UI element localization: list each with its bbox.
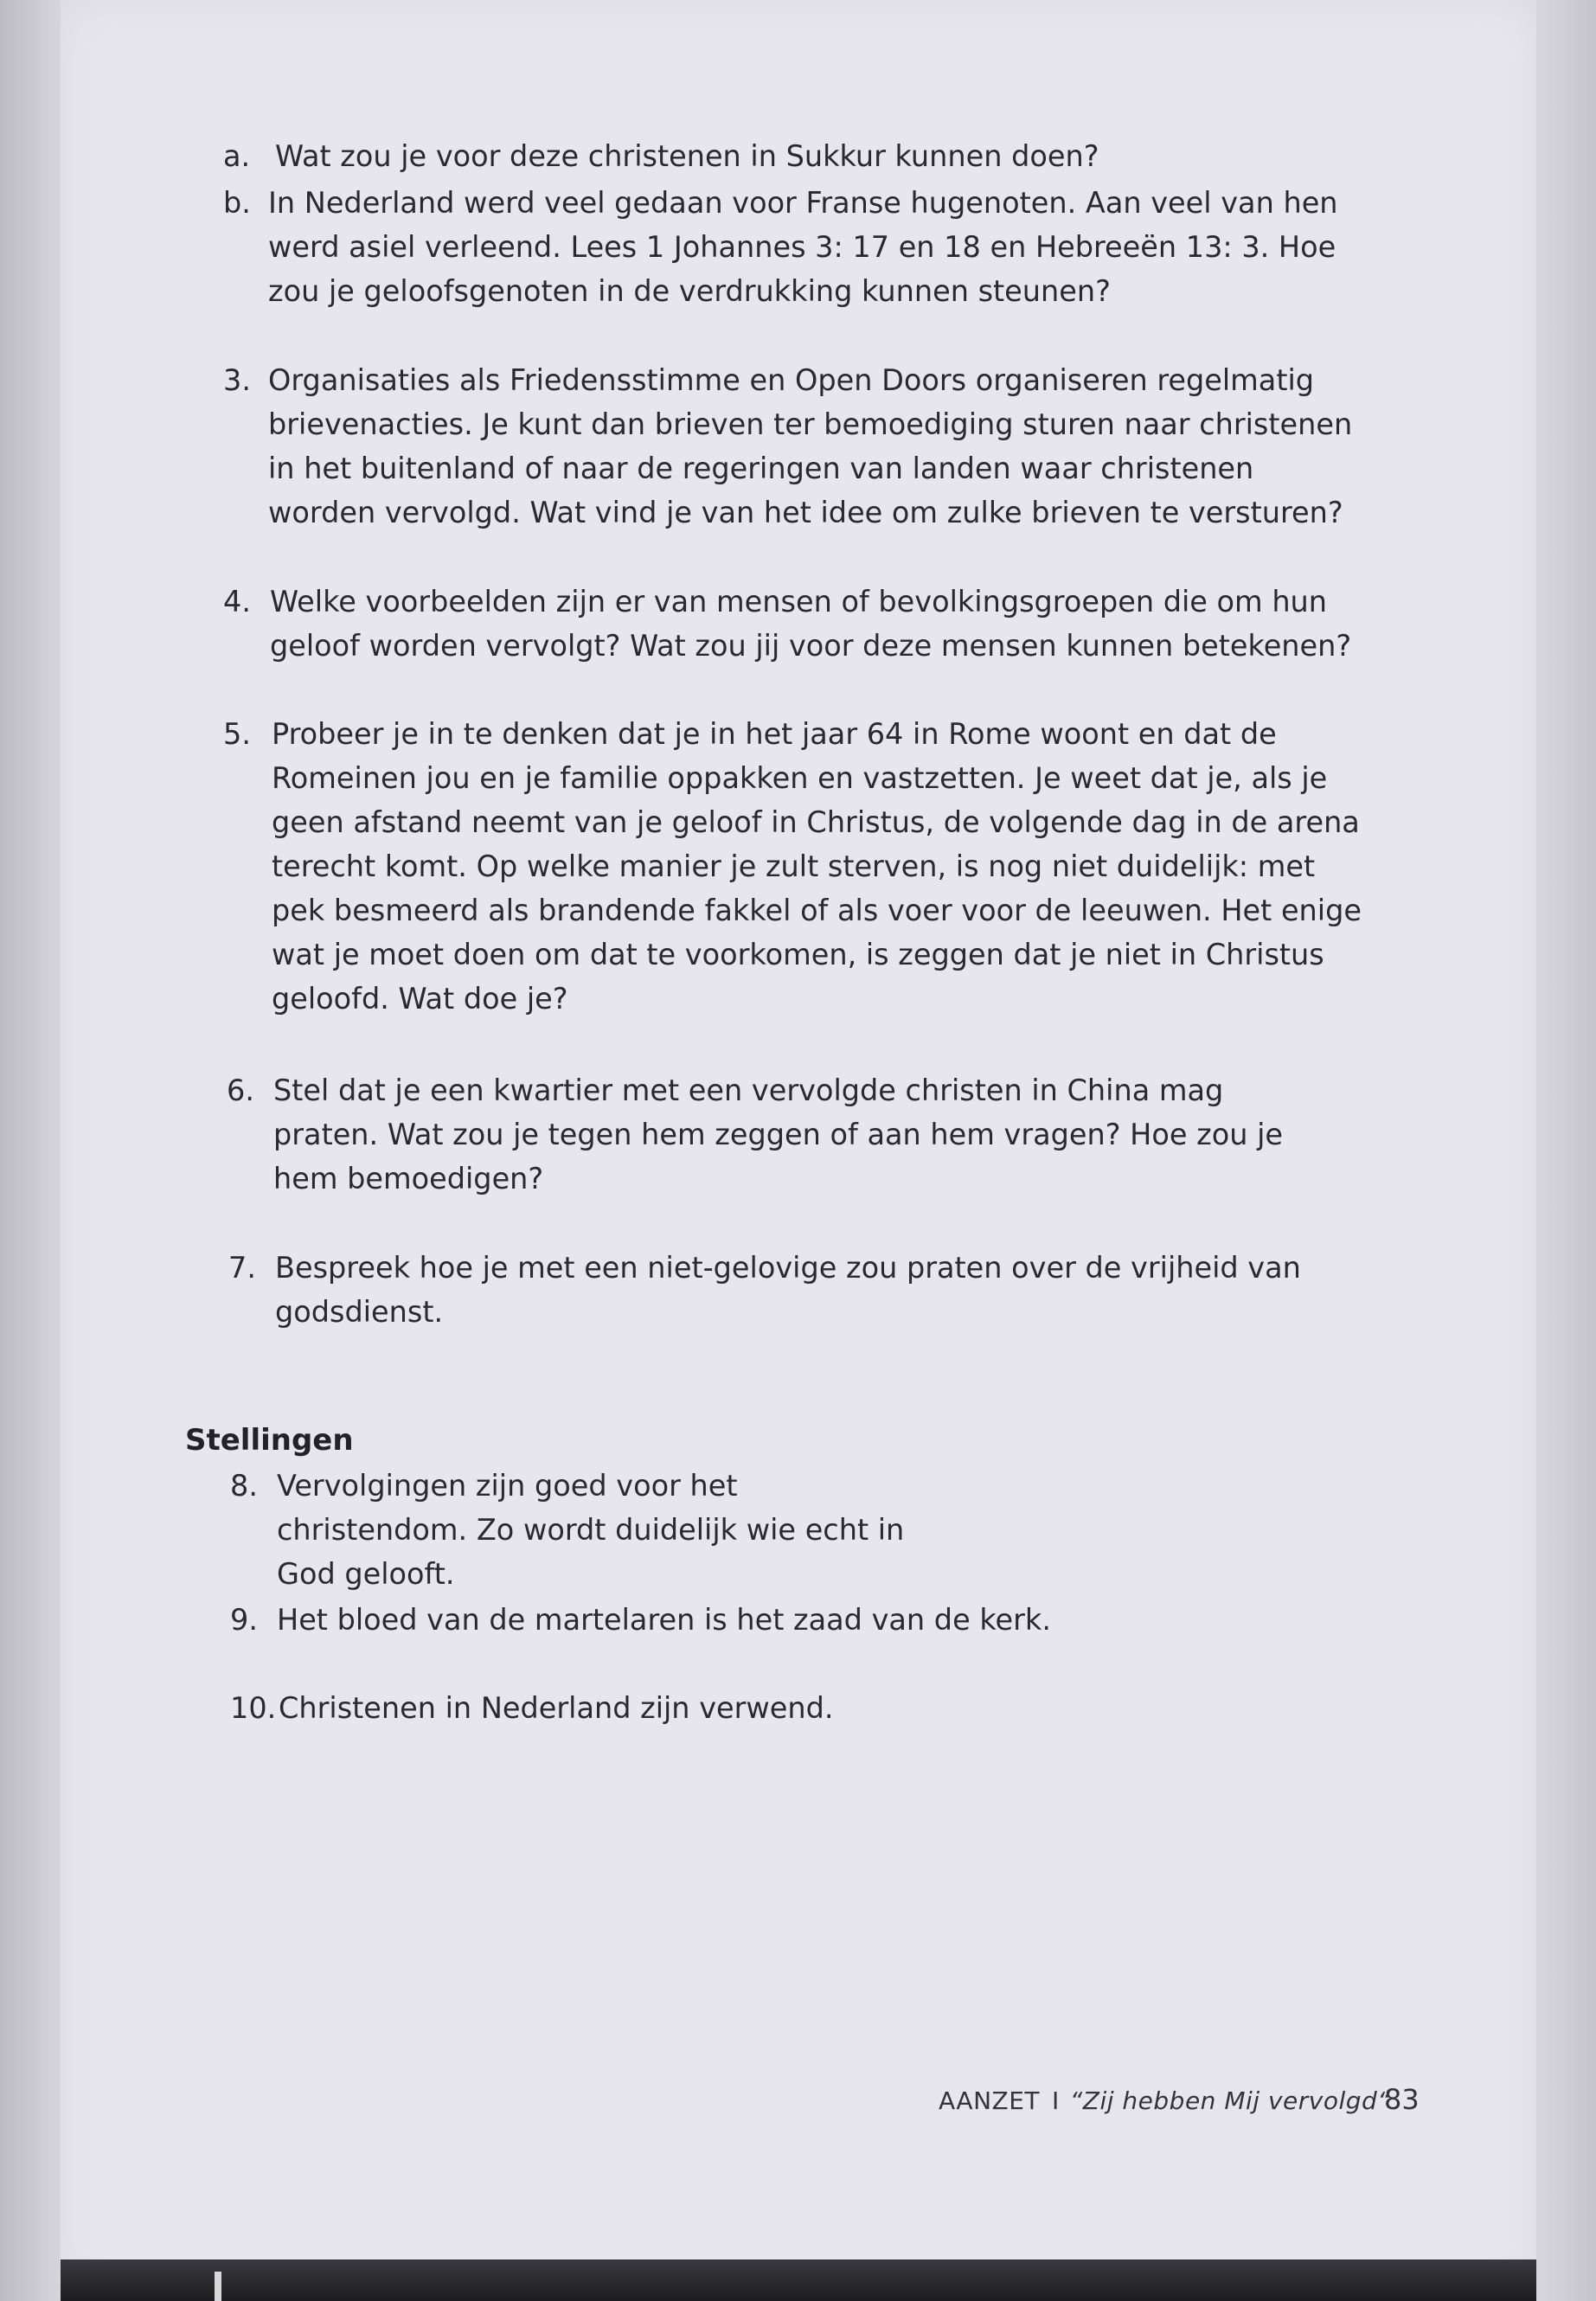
question-number: b. bbox=[223, 186, 251, 220]
question-text: Probeer je in te denken dat je in het jaar 64 in Rome woont en dat de Romeinen jou en je familie oppakken en vastzetten. Je weet dat je, als je geen afstand neemt van je geloof in Christus, de volgende dag in de arena terecht komt. Op welke manier je zult sterven, is nog niet duidelijk: met pek besmeerd als brandende fakkel of als voer voor de leeuwen. Het enige wat je moet doen om dat te voorkomen, is zeggen dat je niet in Christus geloofd. Wat doe je? bbox=[272, 717, 1362, 1016]
question-text: Wat zou je voor deze christenen in Sukkur kunnen doen? bbox=[275, 139, 1099, 173]
footer-separator: I bbox=[1052, 2086, 1060, 2115]
statement-text: Het bloed van de martelaren is het zaad van de kerk. bbox=[277, 1603, 1051, 1637]
question-number: 4. bbox=[223, 585, 251, 619]
statement-text: Vervolgingen zijn goed voor het christendom. Zo wordt duidelijk wie echt in God gelooft. bbox=[277, 1469, 905, 1591]
question-text: Organisaties als Friedensstimme en Open Doors organiseren regelmatig brievenacties. Je kunt dan brieven ter bemoediging sturen naar christenen in het buitenland of naar de regeringen van landen waar christenen worden vervolgd. Wat vind je van het idee om zulke brieven te versturen? bbox=[268, 363, 1353, 529]
statement-number: 8. bbox=[230, 1469, 258, 1503]
question-number: 6. bbox=[227, 1074, 254, 1107]
statement-text: Christenen in Nederland zijn verwend. bbox=[279, 1691, 834, 1725]
footer-chapter-title: “Zij hebben Mij vervolgd“ bbox=[1069, 2086, 1391, 2115]
question-text: In Nederland werd veel gedaan voor Franse hugenoten. Aan veel van hen werd asiel verleend. Lees 1 Johannes 3: 17 en 18 en Hebreeën 13: 3. Hoe zou je geloofsgenoten in de verdrukking kunnen steunen? bbox=[268, 186, 1338, 308]
section-heading-stellingen: Stellingen bbox=[185, 1423, 354, 1458]
footer-series: AANZET bbox=[939, 2086, 1041, 2115]
scanner-bottom-edge bbox=[61, 2259, 1536, 2301]
question-number: 7. bbox=[228, 1251, 256, 1285]
question-text: Welke voorbeelden zijn er van mensen of bevolkingsgroepen die om hun geloof worden vervolgt? Wat zou jij voor deze mensen kunnen betekenen? bbox=[270, 585, 1352, 663]
running-footer bbox=[939, 2084, 1390, 2118]
question-number: 5. bbox=[223, 717, 251, 751]
statement-number: 9. bbox=[230, 1603, 258, 1637]
question-text: Bespreek hoe je met een niet-gelovige zou praten over de vrijheid van godsdienst. bbox=[275, 1251, 1301, 1329]
scanner-notch bbox=[215, 2272, 221, 2301]
question-number: a. bbox=[223, 139, 251, 173]
statement-number: 10. bbox=[230, 1691, 277, 1725]
question-number: 3. bbox=[223, 363, 251, 397]
question-text: Stel dat je een kwartier met een vervolgde christen in China mag praten. Wat zou je tegen hem zeggen of aan hem vragen? Hoe zou je hem bemoedigen? bbox=[273, 1074, 1283, 1195]
page-number: 83 bbox=[1384, 2083, 1420, 2116]
